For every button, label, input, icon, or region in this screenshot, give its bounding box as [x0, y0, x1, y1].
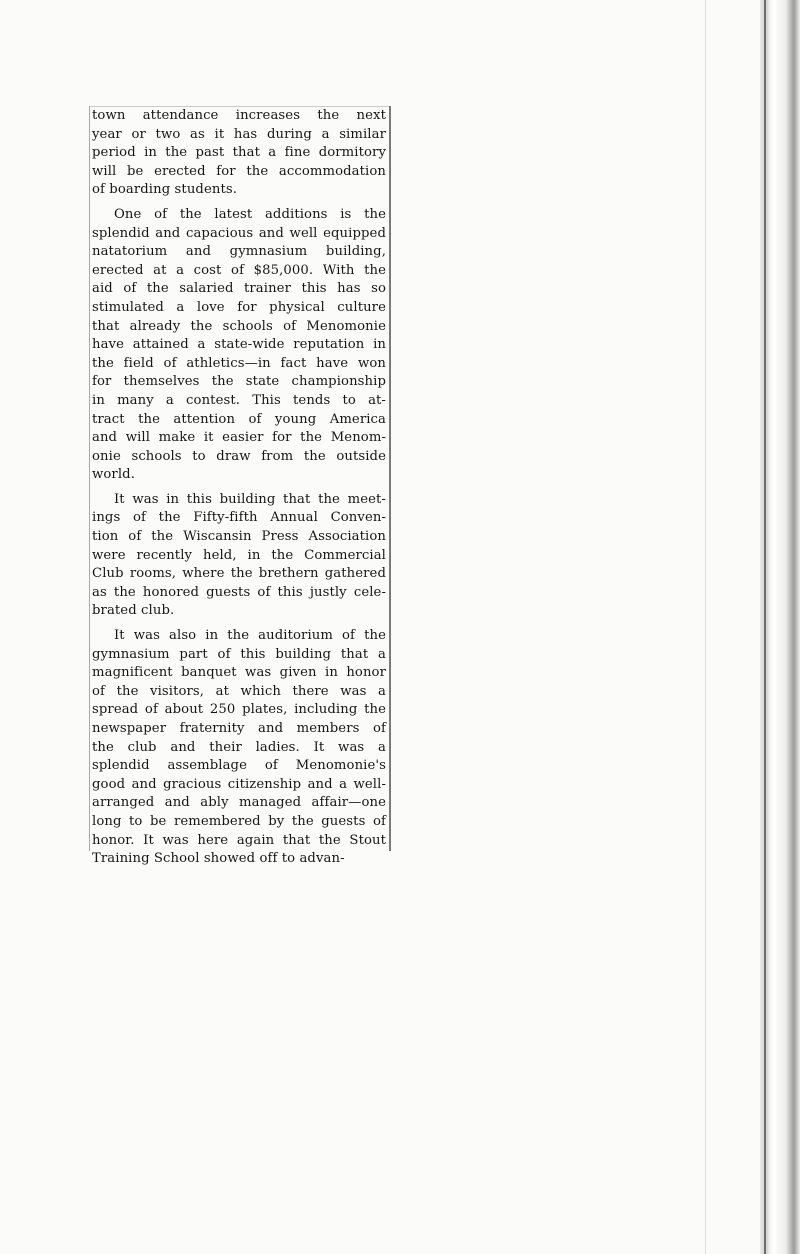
- article-line: aid of the salaried trainer this has so: [92, 281, 386, 297]
- article-line: for themselves the state championship: [92, 374, 386, 390]
- article-line: splendid assemblage of Menomonie's: [92, 758, 386, 774]
- article-paragraph: [92, 107, 386, 200]
- article-line: long to be remembered by the guests of: [92, 813, 386, 829]
- article-line: magnificent banquet was given in honor: [92, 665, 386, 681]
- article-line: of the visitors, at which there was a: [92, 683, 386, 699]
- article-line: honor. It was here again that the Stout: [92, 832, 386, 848]
- article-line: Club rooms, where the brethern gathered: [92, 566, 386, 582]
- article-line: arranged and ably managed affair—one: [92, 795, 386, 811]
- article-line: brated club.: [92, 603, 175, 619]
- article-line: and will make it easier for the Menom-: [92, 430, 386, 446]
- article-line: period in the past that a fine dormitory: [92, 145, 386, 161]
- article-line: the field of athletics—in fact have won: [92, 355, 386, 371]
- article-paragraph: [92, 627, 386, 869]
- article-line: tract the attention of young America: [92, 411, 386, 427]
- article-line: stimulated a love for physical culture: [92, 299, 386, 315]
- article-line: in many a contest. This tends to at-: [92, 392, 386, 408]
- article-line: spread of about 250 plates, including the: [92, 702, 386, 718]
- article-line: newspaper fraternity and members of: [92, 721, 386, 736]
- article-line: ings of the Fifty-fifth Annual Conven-: [92, 510, 386, 526]
- article-line: onie schools to draw from the outside: [92, 448, 386, 464]
- article-line: splendid and capacious and well equipped: [92, 225, 386, 241]
- article-line: that already the schools of Menomonie: [92, 318, 386, 334]
- article-line: have attained a state-wide reputation in: [92, 337, 386, 353]
- binding-shadow-line: [764, 0, 766, 1254]
- page-fold-line: [705, 0, 706, 1254]
- article-line: It was also in the auditorium of the: [114, 628, 386, 644]
- article-line: town attendance increases the next: [92, 108, 386, 123]
- article-line: Training School showed off to advan-: [92, 851, 345, 867]
- newspaper-clipping-column: [92, 107, 386, 869]
- article-line: One of the latest additions is the: [114, 206, 386, 222]
- article-line: world.: [92, 467, 135, 483]
- article-line: year or two as it has during a similar: [92, 126, 386, 142]
- article-line: good and gracious citizenship and a well-: [92, 776, 386, 792]
- article-line: were recently held, in the Commercial: [92, 547, 386, 563]
- article-paragraph: [92, 491, 386, 621]
- clipping-left-edge: [89, 106, 90, 851]
- article-line: of boarding students.: [92, 182, 238, 198]
- article-line: will be erected for the accommodation: [92, 163, 386, 179]
- article-paragraph: [92, 206, 386, 485]
- article-line: the club and their ladies. It was a: [92, 739, 386, 755]
- article-line: erected at a cost of $85,000. With the: [92, 262, 386, 278]
- article-line: It was in this building that the meet-: [114, 491, 386, 507]
- article-line: as the honored guests of this justly cele-: [92, 584, 386, 600]
- article-line: natatorium and gymnasium building,: [92, 244, 386, 260]
- article-line: gymnasium part of this building that a: [92, 646, 386, 662]
- article-line: tion of the Wiscansin Press Association: [92, 529, 386, 545]
- clipping-right-edge: [389, 106, 391, 851]
- page-binding-edge: [760, 0, 800, 1254]
